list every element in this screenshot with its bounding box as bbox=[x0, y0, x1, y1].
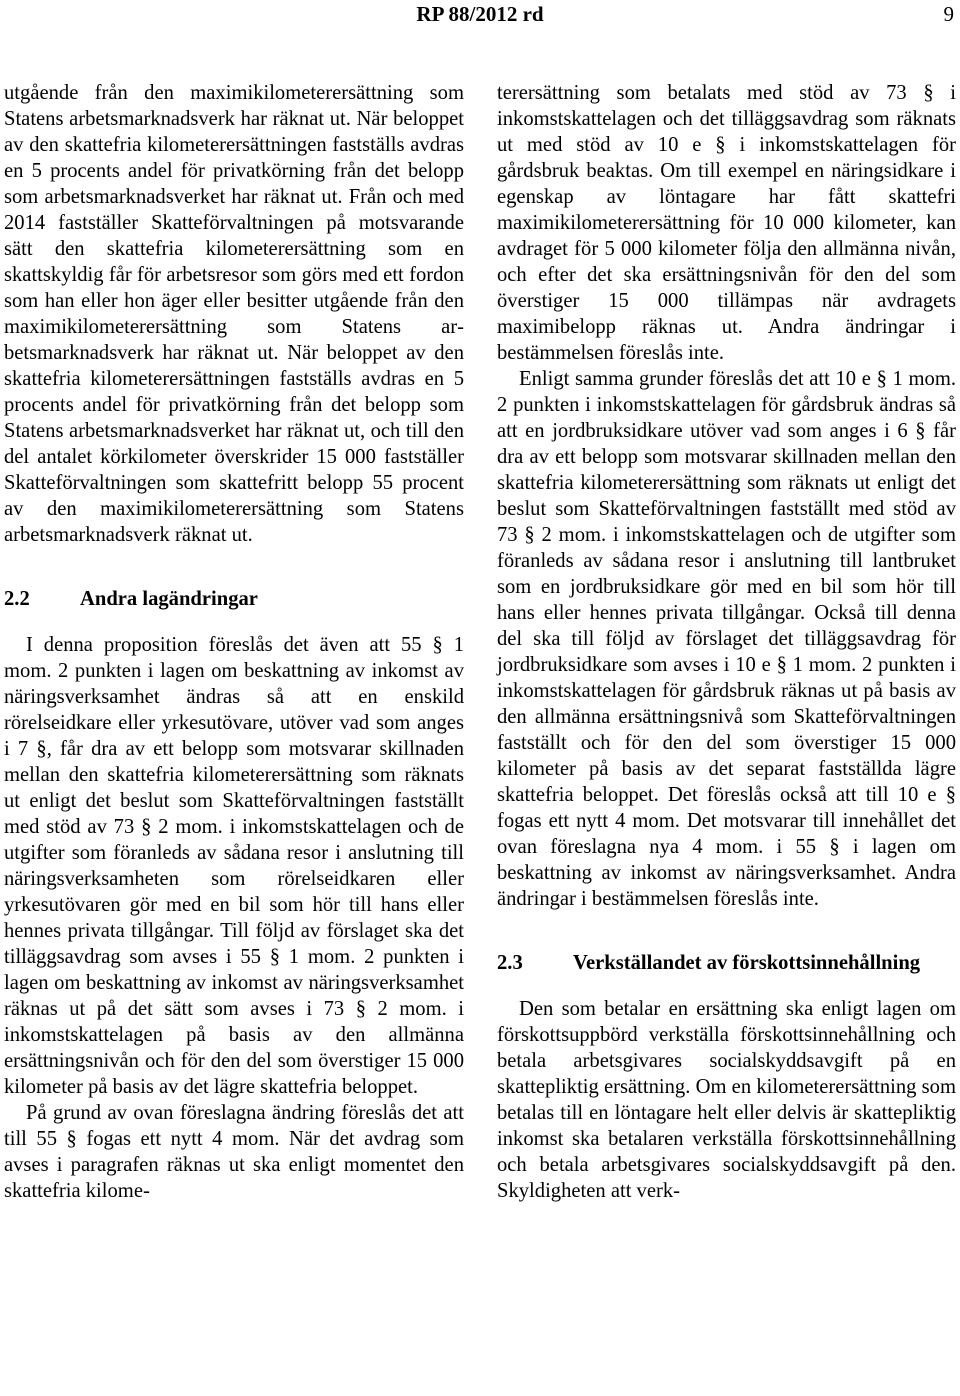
paragraph: På grund av ovan föreslagna ändring föreslås det att till 55 § fogas ett nytt 4 mom. När det avdrag som avses i paragrafen räknas ut ska enligt momentet den skattefria kilome- bbox=[4, 1102, 464, 1202]
left-column bbox=[4, 80, 464, 1204]
right-column bbox=[497, 80, 956, 1204]
paragraph: utgående från den maximikilometerersättning som Statens arbetsmarknadsverk har räknat ut. När beloppet av den skattefria kilometerersättningen fastställs avdras en 5 procents andel för privatkörning från det belopp som arbetsmarknadsverket har räknat ut. Från och med 2014 fastställer Skatteförvaltningen på motsvarande sätt den skattefria kilometerersättning som en skattskyldig får för arbetsresor som görs med ett fordon som han eller hon äger eller besitter utgående från den maximikilometerersättning som Statens arbetsmarknadsverk har räknat ut. När beloppet av den skattefria kilometerersättningen fastställs avdras en 5 procents andel för privatkörning från det belopp som Statens arbetsmarknadsverket har räknat ut, och till den del antalet körkilometer överskrider 15 000 fastställer Skatteförvaltningen som skattefritt belopp 55 procent av den maximikilometerersättning som Statens arbetsmarknadsverk räknat ut. bbox=[4, 82, 464, 546]
paragraph: terersättning som betalats med stöd av 73 § i inkomstskattelagen och det tilläggsavdrag som räknats ut med stöd av 10 e § i inkomstskattelagen för gårdsbruk beaktas. Om till exempel en näringsidkare i egenskap av löntagare har fått skattefri maximikilometerersättning för 10 000 kilometer, kan avdraget för 5 000 kilometer följa den allmänna nivån, och efter det ska ersättningsnivån för den del som överstiger 15 000 tillämpas när avdragets maximibelopp räknas ut. Andra ändringar i bestämmelsen föreslås inte. bbox=[497, 82, 956, 364]
paragraph: I denna proposition föreslås det även att 55 § 1 mom. 2 punkten i lagen om beskattning av inkomst av näringsverksamhet ändras så att en enskild rörelseidkare eller yrkesutövare, utöver vad som anges i 7 §, får dra av ett belopp som motsvarar skillnaden mellan den skattefria kilometerersättning som räknats ut enligt det beslut som Skatteförvaltningen fastställt med stöd av 73 § 2 mom. i inkomstskattelagen och de utgifter som föranleds av sådana resor i anslutning till näringsverksamheten som rörelseidkaren eller yrkesutövaren gör med en bil som hör till hans eller hennes privata tillgångar. Till följd av förslaget ska det tilläggsavdrag som avses i 55 § 1 mom. 2 punkten i lagen om beskattning av inkomst av näringsverksamhet räknas ut på det sätt som avses i 73 § 2 mom. i inkomstskattelagen på basis av den allmänna ersättningsnivån och för den del som överstiger 15 000 kilometer på basis av det lägre skattefria beloppet. bbox=[4, 634, 464, 1098]
paragraph: Den som betalar en ersättning ska enligt lagen om förskottsuppbörd verkställa förskottsinnehållning och betala arbetsgivares socialskyddsavgift på en skattepliktig ersättning. Om en kilometerersättning som betalas till en löntagare helt eller delvis är skattepliktig inkomst ska betalaren verkställa förskottsinnehållning och betala arbetsgivares socialskyddsavgift på den. Skyldigheten att verk- bbox=[497, 998, 956, 1202]
paragraph: Enligt samma grunder föreslås det att 10 e § 1 mom. 2 punkten i inkomstskattelagen för gårdsbruk ändras så att en jordbruksidkare utöver vad som anges i 6 § får dra av ett belopp som motsvarar skillnaden mellan den skattefria kilometerersättning som räknats ut enligt det beslut som Skatteförvaltningen fastställt med stöd av 73 § 2 mom. i inkomstskattelagen och de utgifter som föranleds av sådana resor i anslutning till lantbruket som en jordbruksidkare gör med en bil som hör till hans eller hennes privata tillgångar. Också till denna del ska till följd av förslaget det tilläggsavdrag för jordbruksidkare som avses i 10 e § 1 mom. 2 punkten i inkomstskattelagen för gårdsbruk räknas ut på basis av den allmänna ersättningsnivå som Skatteförvaltningen fastställt och för den del som överstiger 15 000 kilometer på basis av det separat fastställda lägre skattefria beloppet. Det föreslås också att till 10 e § fogas ett nytt 4 mom. Det motsvarar till innehållet det ovan föreslagna nya 4 mom. i 55 § i lagen om beskattning av inkomst av näringsverksamhet. Andra ändringar i bestämmelsen föreslås inte. bbox=[497, 368, 956, 910]
section-heading bbox=[497, 950, 956, 976]
document-id: RP 88/2012 rd bbox=[416, 2, 544, 26]
page-number: 9 bbox=[943, 2, 954, 26]
page-header bbox=[0, 0, 960, 38]
section-title: Verkställandet av förskottsinnehållning bbox=[573, 952, 921, 974]
section-number: 2.3 bbox=[497, 952, 523, 974]
section-title: Andra lagändringar bbox=[80, 588, 258, 610]
section-number: 2.2 bbox=[4, 588, 30, 610]
section-heading bbox=[4, 586, 464, 612]
